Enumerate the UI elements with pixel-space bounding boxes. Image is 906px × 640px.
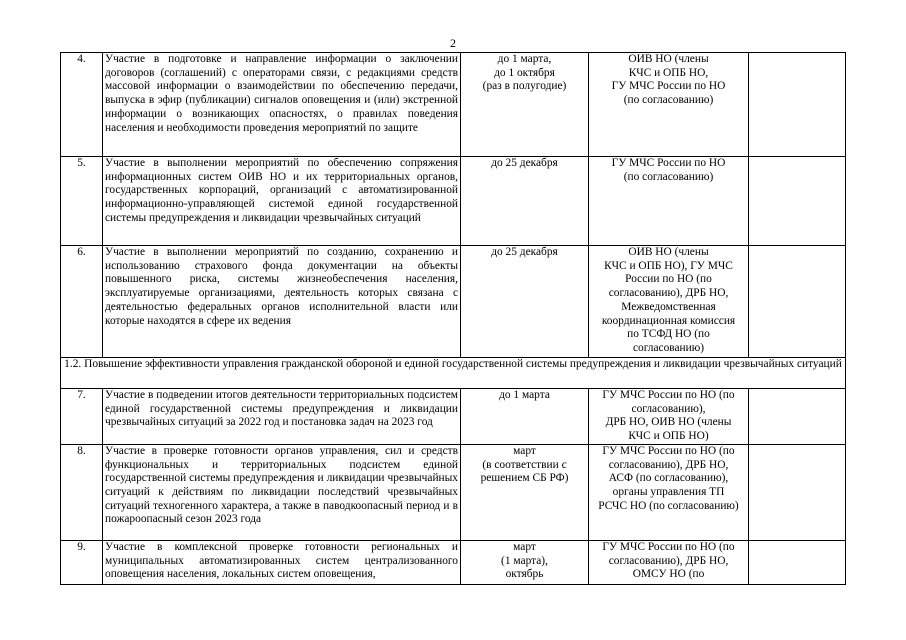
responsible-cell — [589, 389, 749, 445]
row-number: 6. — [61, 246, 103, 358]
deadline-cell — [461, 444, 589, 540]
section-row — [61, 358, 846, 389]
table-row — [61, 540, 846, 584]
responsible-line: ГУ МЧС России по НО — [611, 157, 726, 169]
responsible-line: согласованию), ДРБ НО, — [608, 458, 729, 471]
row-number: 5. — [61, 157, 103, 246]
table-row — [61, 246, 846, 358]
responsible-line: согласованию), ДРБ НО, — [608, 287, 729, 300]
deadline-line: до 25 декабря — [491, 246, 558, 258]
responsible-line: КЧС и ОПБ НО) — [628, 430, 709, 443]
deadline-cell — [461, 246, 589, 358]
responsible-line: РСЧС НО (по согласованию) — [598, 499, 739, 512]
responsible-line: ДРБ НО, ОИВ НО (члены — [605, 416, 732, 429]
deadline-line: март — [513, 540, 536, 553]
responsible-line: ОИВ НО (члены — [628, 246, 709, 258]
activity-description: Участие в проверке готовности органов управления, сил и средств функциональных и территориальных подсистем единой государственной системы предупреждения и ликвидации чрезвычайных ситуаций к действиям по ликвидации последствий чрезвычайных ситуаций техногенного характера, а также в паводкоопасный период и в пожароопасный сезон 2023 года — [103, 444, 461, 540]
deadline-line: (в соответствии с — [482, 458, 567, 471]
deadline-line: до 25 декабря — [491, 157, 558, 169]
responsible-line: ОИВ НО (члены — [628, 53, 709, 65]
table-row — [61, 389, 846, 445]
responsible-cell — [589, 246, 749, 358]
responsible-line: согласованию) — [632, 341, 705, 354]
deadline-cell — [461, 157, 589, 246]
deadline-cell — [461, 540, 589, 584]
deadline-line: до 1 октября — [494, 66, 555, 79]
deadline-cell — [461, 53, 589, 157]
responsible-line: ГУ МЧС России по НО (по — [602, 540, 735, 553]
responsible-cell — [589, 53, 749, 157]
section-heading: 1.2. Повышение эффективности управления гражданской обороной и единой государственной системы предупреждения и ликвидации чрезвычайных ситуаций — [61, 358, 846, 389]
note-cell — [749, 540, 846, 584]
activity-description: Участие в комплексной проверке готовности региональных и муниципальных автоматизированных систем централизованного оповещения населения, локальных систем оповещения, — [103, 540, 461, 584]
responsible-line: согласованию), ДРБ НО, — [608, 554, 729, 567]
responsible-line: ГУ МЧС России по НО (по — [602, 444, 735, 457]
responsible-line: по ТСФД НО (по — [627, 328, 710, 341]
responsible-line: КЧС и ОПБ НО, — [628, 66, 709, 79]
activity-description: Участие в выполнении мероприятий по созданию, сохранению и использованию страхового фонда документации на объекты повышенного риска, системы жизнеобеспечения населения, эксплуатируемые организациями, деятельность которых связана с деятельностью федеральных органов исполнительной власти или которые находятся в сфере их ведения — [103, 246, 461, 358]
row-number: 4. — [61, 53, 103, 157]
note-cell — [749, 246, 846, 358]
activity-description: Участие в подготовке и направление информации о заключении договоров (соглашений) с операторами связи, с редакциями средств массовой информации о взаимодействии по обеспечению передачи, выпуска в эфир (публикации) сигналов оповещения и (или) экстренной информации о возникающих опасностях, о правилах поведения населения и необходимости проведения мероприятий по защите — [103, 53, 461, 157]
note-cell — [749, 389, 846, 445]
row-number: 9. — [61, 540, 103, 584]
responsible-line: ГУ МЧС России по НО — [611, 80, 726, 93]
table-row — [61, 444, 846, 540]
deadline-line: октябрь — [505, 568, 544, 581]
note-cell — [749, 444, 846, 540]
table-row — [61, 53, 846, 157]
note-cell — [749, 53, 846, 157]
note-cell — [749, 157, 846, 246]
responsible-line: ГУ МЧС России по НО (по — [602, 389, 735, 401]
deadline-line: (1 марта), — [501, 554, 548, 567]
deadline-line: до 1 марта — [499, 389, 550, 401]
responsible-cell — [589, 540, 749, 584]
responsible-line: ОМСУ НО (по — [632, 568, 705, 581]
responsible-line: КЧС и ОПБ НО), ГУ МЧС — [604, 259, 733, 272]
row-number: 7. — [61, 389, 103, 445]
row-number: 8. — [61, 444, 103, 540]
responsible-line: России по НО (по — [625, 273, 712, 286]
plan-table — [60, 52, 846, 585]
table-row — [61, 157, 846, 246]
page-number: 2 — [450, 36, 456, 50]
responsible-line: АСФ (по согласованию), — [608, 472, 729, 485]
activity-description: Участие в подведении итогов деятельности территориальных подсистем единой государственной системы предупреждения и ликвидации чрезвычайных ситуаций за 2022 год и постановка задач на 2023 год — [103, 389, 461, 445]
deadline-cell — [461, 389, 589, 445]
deadline-line: март — [513, 444, 536, 457]
responsible-line: (по согласованию) — [623, 94, 714, 107]
responsible-line: Межведомственная — [621, 300, 716, 313]
activity-description: Участие в выполнении мероприятий по обеспечению сопряжения информационных систем ОИВ НО и их территориальных органов, государственных корпораций, организаций с автоматизированной информационно-управляющей системой единой государственной системы предупреждения и ликвидации чрезвычайных ситуаций — [103, 157, 461, 246]
deadline-line: решением СБ РФ) — [480, 472, 569, 485]
deadline-line: (раз в полугодие) — [482, 80, 567, 93]
responsible-line: координационная комиссия — [601, 314, 736, 327]
responsible-cell — [589, 444, 749, 540]
responsible-line: (по согласованию) — [623, 170, 714, 183]
responsible-line: согласованию), — [631, 402, 706, 415]
responsible-line: органы управления ТП — [612, 485, 725, 498]
deadline-line: до 1 марта, — [497, 53, 552, 65]
responsible-cell — [589, 157, 749, 246]
